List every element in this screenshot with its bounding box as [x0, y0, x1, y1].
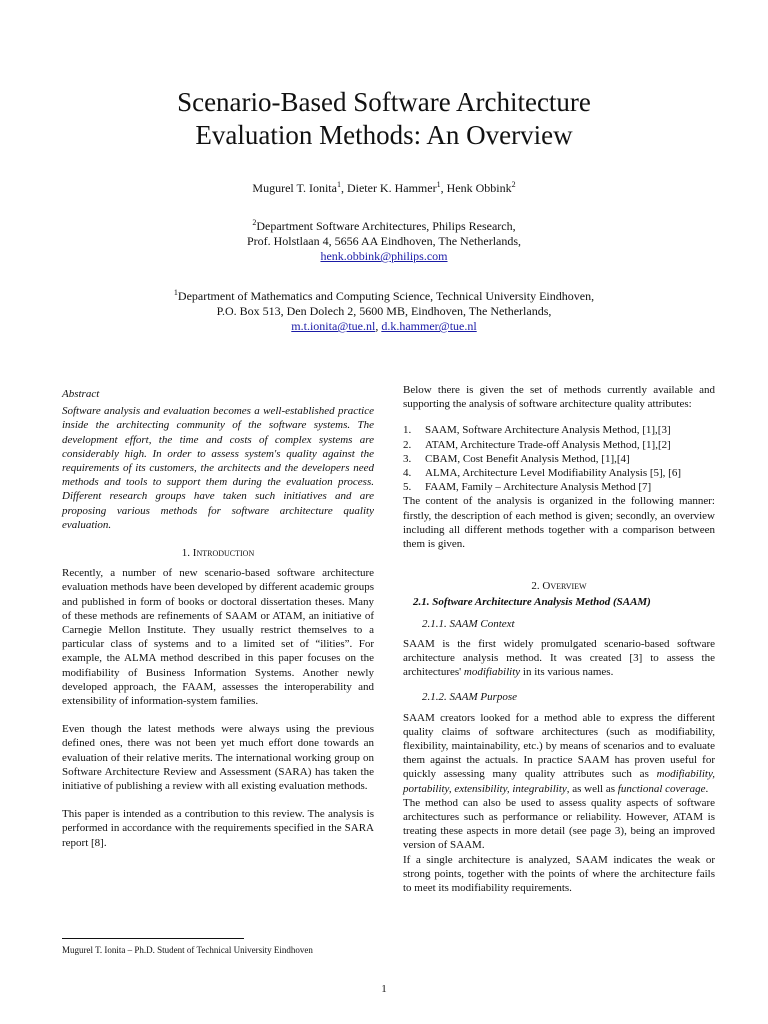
- section-1-heading: 1. Introduction: [181, 547, 255, 560]
- paper-title: [0, 86, 768, 152]
- author-3: Henk Obbink: [446, 181, 512, 195]
- affil1-line2: P.O. Box 513, Den Dolech 2, 5600 MB, Eindhoven, The Netherlands,: [216, 304, 552, 318]
- footnote: Mugurel T. Ionita – Ph.D. Student of Technical University Eindhoven: [62, 945, 313, 955]
- subsection-2-1-heading: 2.1. Software Architecture Analysis Method (SAAM): [413, 596, 651, 609]
- intro-paragraph-1: Recently, a number of new scenario-based software architecture evaluation methods have been developed by different academic groups and published in form of books or doctoral dissertation theses. Many of these methods are refinements of SAAM or ATAM, an initiative of Carnegie Mellon Institute. They usually restrict themselves to a particular class of systems and to a limited set of “ilities”. For example, the ALMA method described in this paper focuses on the modifiability of Business Information Systems. Another newly developed approach, the FAAM, assesses the interoperability and extensibility of information-system families.: [62, 567, 374, 708]
- affil2-line2: Prof. Holstlaan 4, 5656 AA Eindhoven, The Netherlands,: [246, 234, 522, 248]
- email-ionita-link[interactable]: m.t.ionita@tue.nl: [291, 319, 376, 333]
- affil1-sup: 1: [173, 288, 178, 297]
- list-item: 1. SAAM, Software Architecture Analysis Method, [1],[3]: [403, 424, 671, 437]
- page-number: 1: [381, 983, 387, 995]
- email-hammer-link[interactable]: d.k.hammer@tue.nl: [381, 319, 477, 333]
- title-line-2: Evaluation Methods: An Overview: [195, 120, 573, 150]
- intro-paragraph-2: Even though the latest methods were always using the previous defined ones, there was not been yet much effort done towards an evaluation of their relative merits. The international working group on Software Architecture Review and Assessment (SARA) has taken the initiative of publishing a review with all existing evaluation methods.: [62, 723, 374, 793]
- saam-purpose-paragraph: SAAM creators looked for a method able to express the different quality claims of software architectures (such as modifiability, flexibility, maintainability, etc.) by means of scenarios and to evaluate them against the actuals. In practice SAAM has proven useful for quickly assessing many quality attributes such as modifiability, portability, extensibility, integrability, as well as functional coverage.: [403, 711, 715, 795]
- intro-paragraph-3: This paper is intended as a contribution to this review. The analysis is performed in accordance with the requirements specified in the SARA report [8].: [62, 808, 374, 849]
- affiliation-philips: [0, 219, 768, 264]
- affil1-line1: Department of Mathematics and Computing Science, Technical University Eindhoven,: [177, 289, 595, 303]
- saam-context-paragraph: SAAM is the first widely promulgated scenario-based software architecture analysis method. It was created [3] to assess the architectures' modifiability in its various names.: [403, 637, 715, 679]
- author-list: Mugurel T. Ionita$^1$, Dieter K. Hammer$^1$, Henk Obbink$^2$: [252, 180, 516, 195]
- affil2-sup: 2: [252, 218, 257, 227]
- subsection-2-1-1-heading: 2.1.1. SAAM Context: [422, 617, 515, 630]
- abstract-body: Software analysis and evaluation becomes a well-established practice inside the architecting community of the software systems. The development effort, the time and costs of complex systems are considerably high. In order to assess system's quality against the requirements of its customers, the architects and the developers need methods and tools to support them during the evaluation process. Different research groups have taken such initiatives and are proposing various methods for software architecture quality evaluation.: [62, 405, 374, 531]
- list-item: 4. ALMA, Architecture Level Modifiability Analysis [5], [6]: [403, 467, 681, 480]
- author-1-sup: 1: [336, 180, 341, 189]
- saam-purpose-paragraph-2: The method can also be used to assess quality aspects of software architectures such as performance or reliability. However, ATAM is treating these aspects in more detail (see page 3), being an improved version of SAAM.: [403, 796, 715, 852]
- affil2-line1: Department Software Architectures, Philips Research,: [256, 219, 516, 233]
- list-item: 3. CBAM, Cost Benefit Analysis Method, [1],[4]: [403, 452, 630, 465]
- affiliation-tue: [0, 289, 768, 334]
- author-3-sup: 2: [511, 180, 516, 189]
- content-paragraph: The content of the analysis is organized in the following manner: firstly, the description of each method is given; secondly, an overview including all different methods together with a comparison between them is given.: [403, 495, 715, 551]
- email-separator: ,: [375, 319, 382, 333]
- author-2: Dieter K. Hammer: [346, 181, 437, 195]
- author-1: Mugurel T. Ionita: [252, 181, 337, 195]
- methods-list: [403, 423, 715, 494]
- email-obbink-link[interactable]: henk.obbink@philips.com: [320, 249, 448, 263]
- section-2-heading: 2. Overview: [531, 580, 587, 593]
- abstract-heading: Abstract: [62, 388, 100, 400]
- title-line-1: Scenario-Based Software Architecture: [177, 87, 591, 117]
- methods-intro: Below there is given the set of methods currently available and supporting the analysis of software architecture quality attributes:: [403, 384, 715, 411]
- saam-purpose-paragraph-3: If a single architecture is analyzed, SAAM indicates the weak or strong points, together with the points of where the architecture fails to meet its modifiability requirements.: [403, 853, 715, 895]
- list-item: 5. FAAM, Family – Architecture Analysis Method [7]: [403, 481, 652, 494]
- list-item: 2. ATAM, Architecture Trade-off Analysis Method, [1],[2]: [403, 438, 671, 451]
- right-column: [403, 383, 715, 895]
- footnote-divider: [62, 938, 244, 939]
- subsection-2-1-2-heading: 2.1.2. SAAM Purpose: [422, 691, 518, 704]
- author-2-sup: 1: [436, 180, 441, 189]
- left-column: [62, 387, 374, 850]
